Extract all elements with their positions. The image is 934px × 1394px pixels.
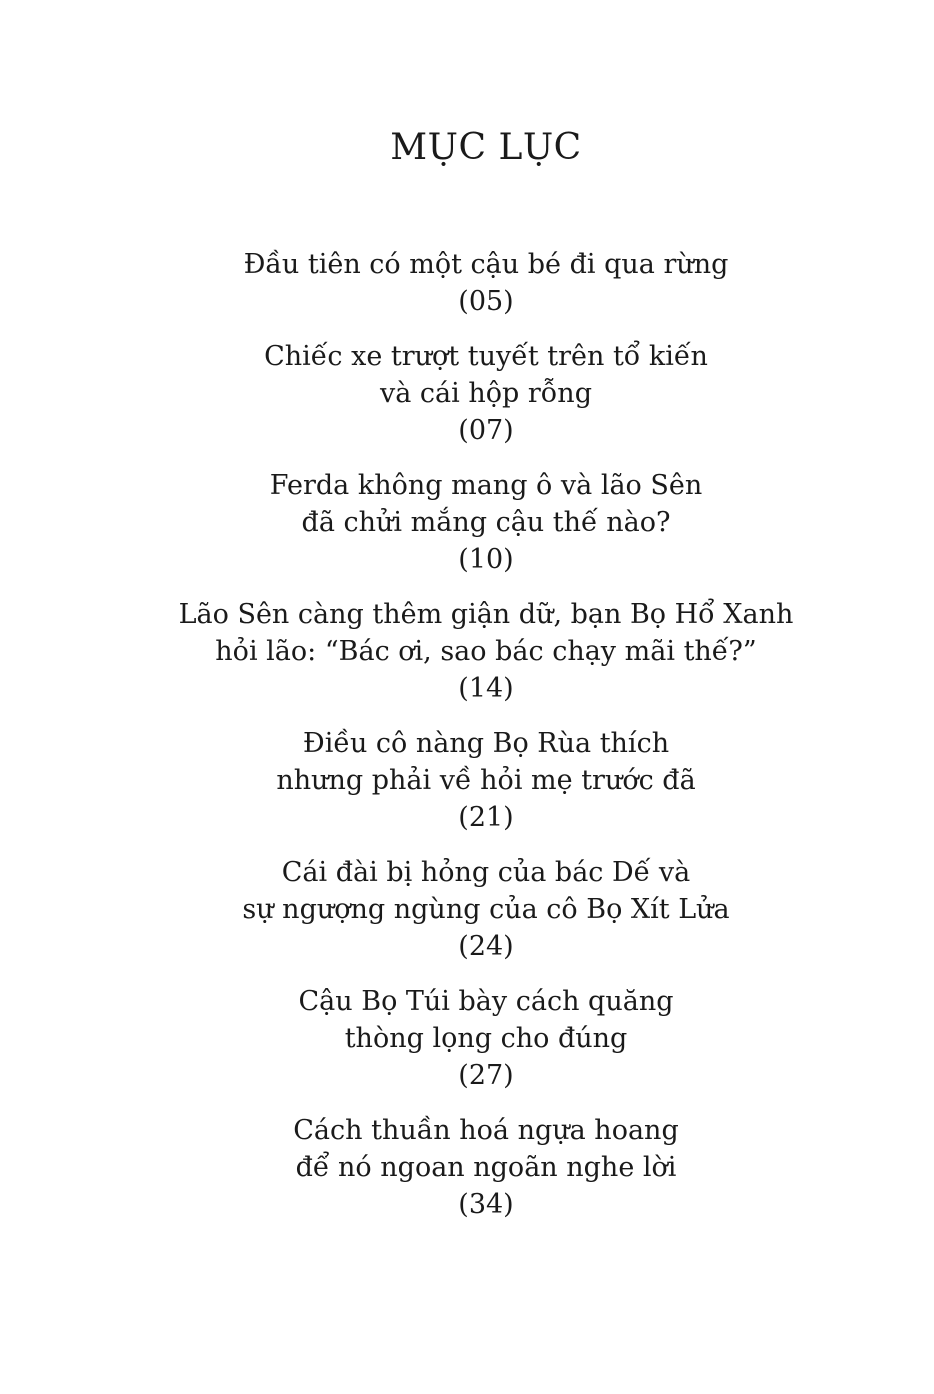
toc-entry [38,725,934,836]
toc-entry-title-line: Lão Sên càng thêm giận dữ, bạn Bọ Hổ Xanh [178,599,794,630]
toc-entry [38,983,934,1094]
toc-entry [38,596,934,707]
toc-entry-page-number: (27) [458,1060,514,1091]
toc-entry-page-number: (10) [458,544,514,575]
toc-entry-page-number: (14) [458,673,514,704]
toc-entry-title-line: sự ngượng ngùng của cô Bọ Xít Lửa [242,894,730,925]
toc-entry-page-number: (34) [458,1189,514,1220]
toc-entry-title-line: Ferda không mang ô và lão Sên [269,470,703,501]
toc-entry-title-line: Cách thuần hoá ngựa hoang [293,1115,679,1146]
toc-entry [38,1112,934,1223]
toc-entry-page-number: (05) [458,286,514,317]
toc-entry-title-line: và cái hộp rỗng [380,378,592,409]
toc-entry [38,467,934,578]
toc-entry-title-line: Đầu tiên có một cậu bé đi qua rừng [243,249,729,280]
toc-entry-title-line: Điều cô nàng Bọ Rùa thích [302,728,670,759]
toc-entry-page-number: (24) [458,931,514,962]
toc-entry-title-line: Cậu Bọ Túi bày cách quăng [298,986,674,1017]
table-of-contents [0,246,934,1241]
toc-entry-title-line: Cái đài bị hỏng của bác Dế và [281,857,691,888]
toc-entry-page-number: (21) [458,802,514,833]
toc-entry-title-line: hỏi lão: “Bác ơi, sao bác chạy mãi thế?” [215,636,757,667]
toc-entry-page-number: (07) [458,415,514,446]
toc-entry [38,854,934,965]
toc-entry-title-line: nhưng phải về hỏi mẹ trước đã [276,765,696,796]
toc-entry-title-line: để nó ngoan ngoãn nghe lời [295,1152,677,1183]
toc-entry-title-line: Chiếc xe trượt tuyết trên tổ kiến [264,341,708,372]
toc-entry-title-line: thòng lọng cho đúng [344,1023,628,1054]
page-title: MỤC LỤC [390,127,582,168]
toc-entry [38,246,934,320]
toc-entry [38,338,934,449]
toc-entry-title-line: đã chửi mắng cậu thế nào? [301,507,671,538]
